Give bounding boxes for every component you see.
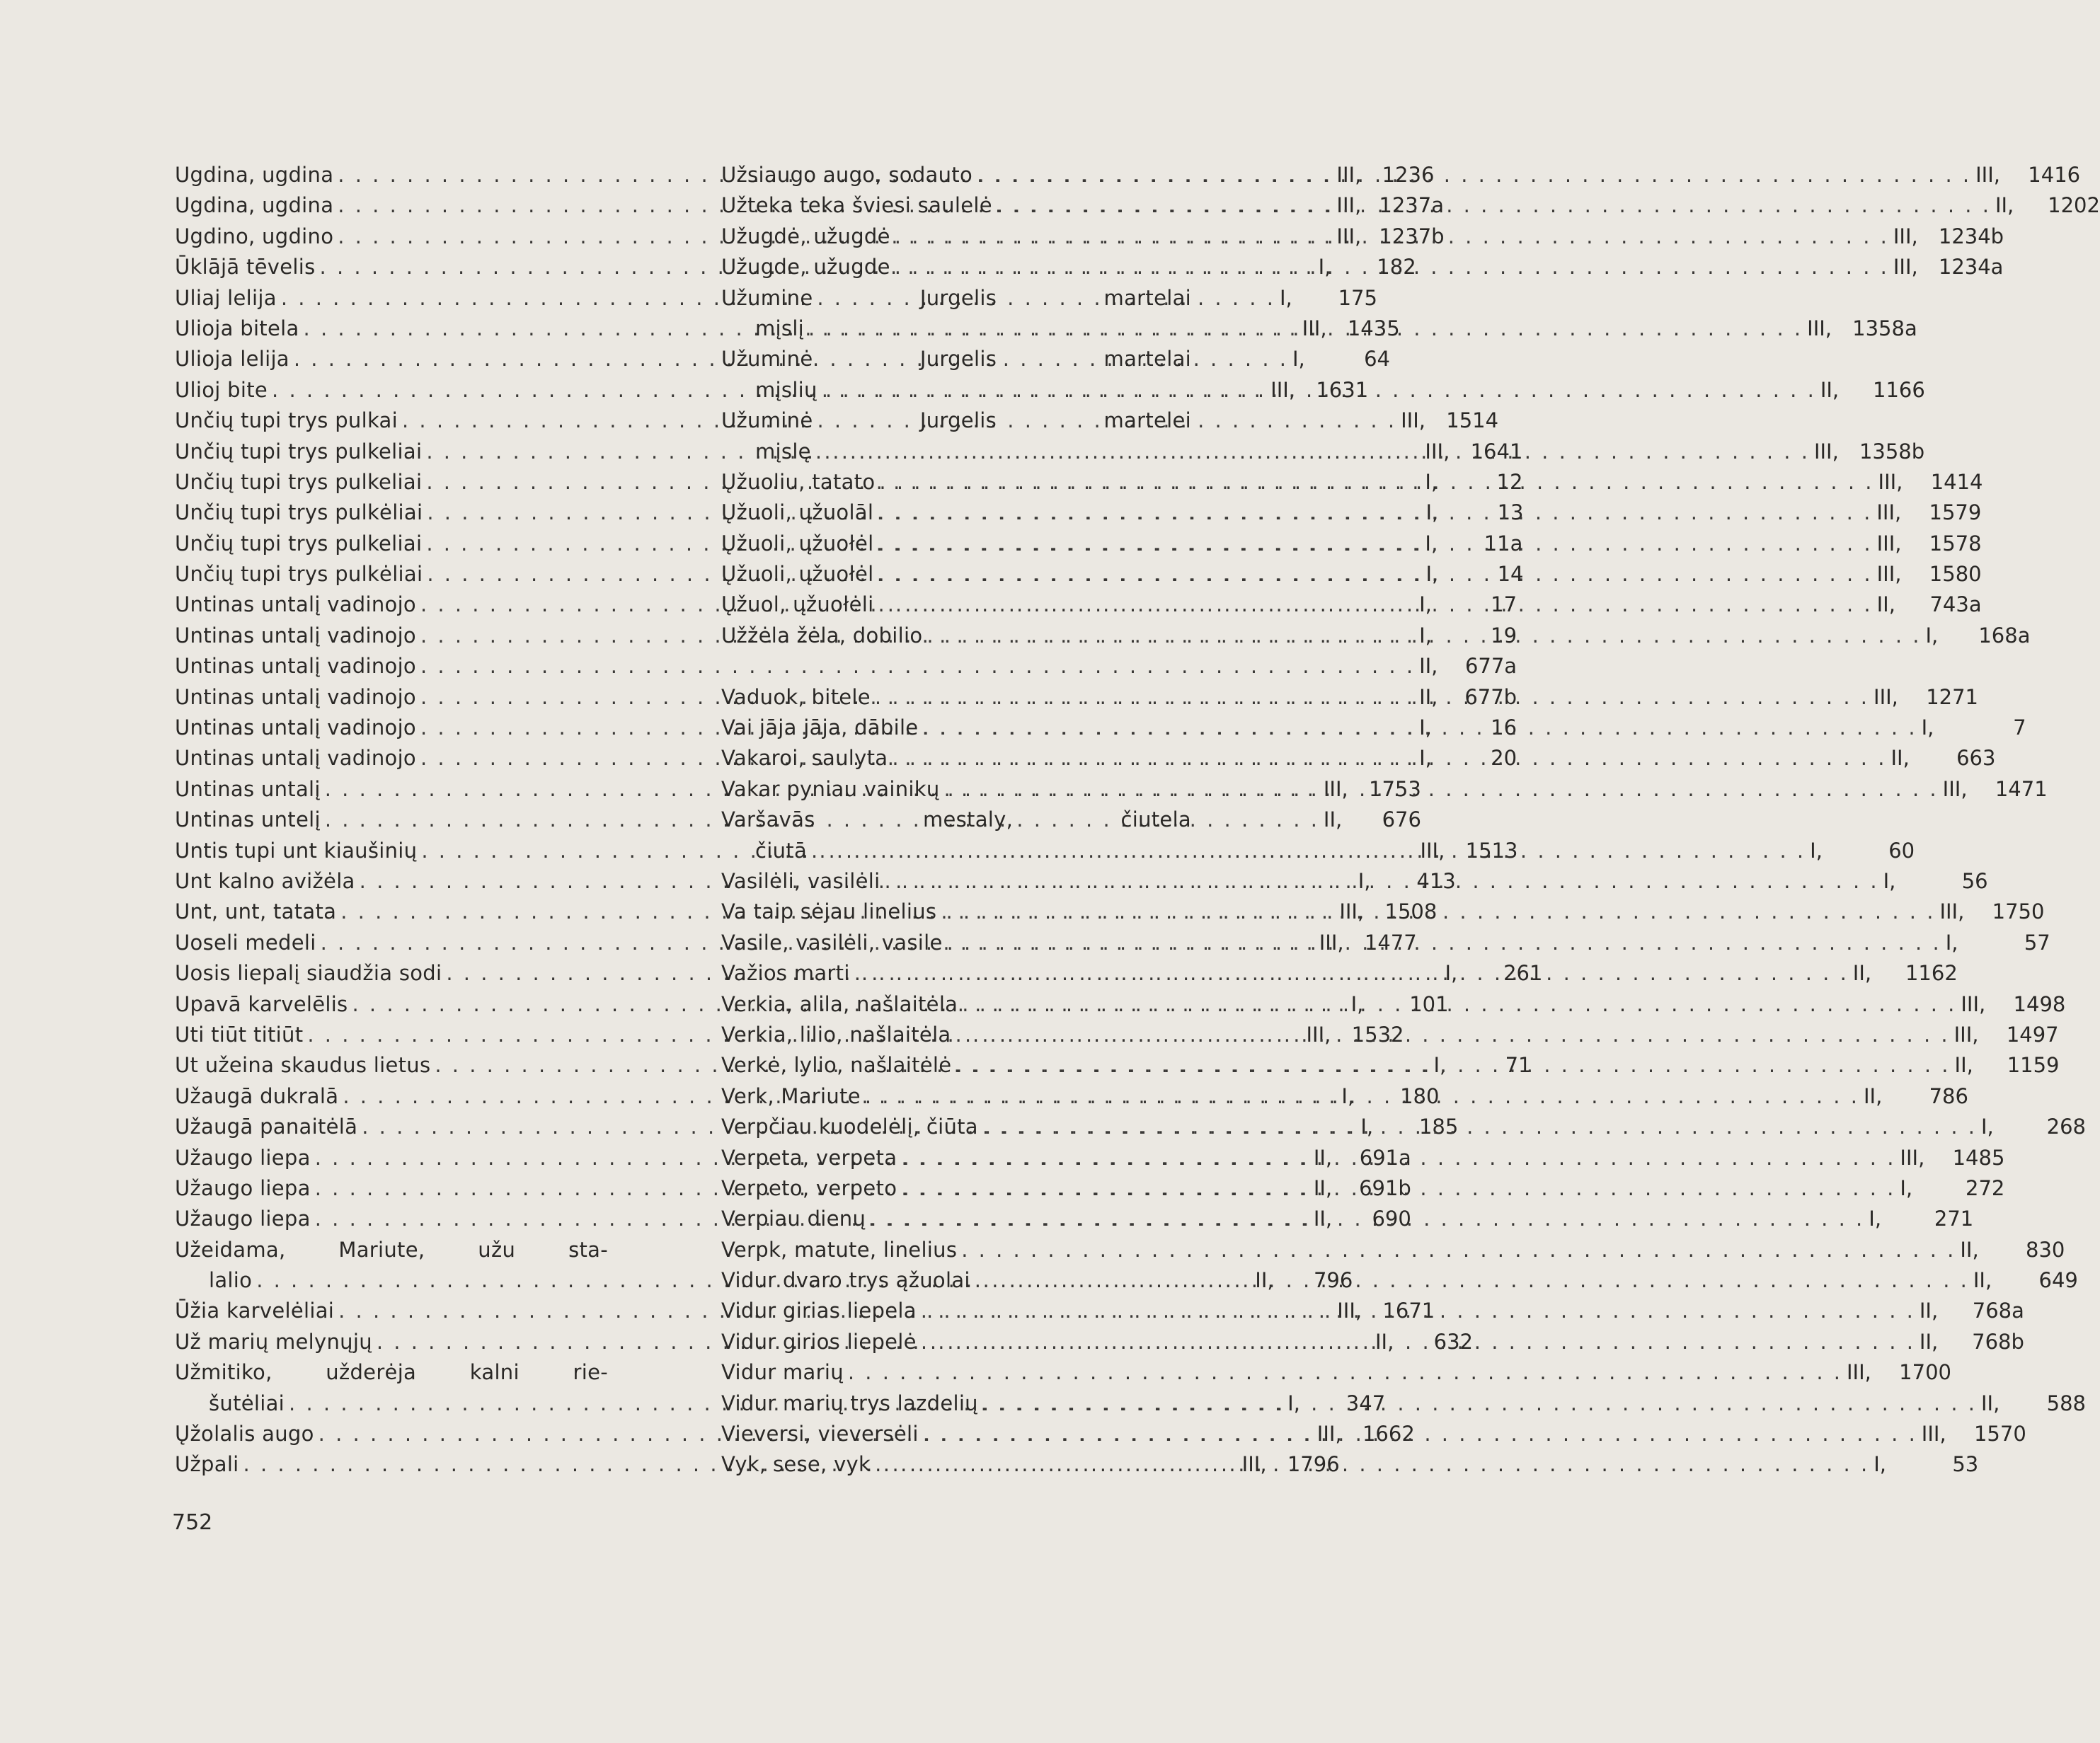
entry-title: Verpeto, verpeto [721,1175,897,1200]
entry-number: 101 [1409,991,1449,1016]
entry-title: Unčių tupi trys pulkeliai [175,469,423,494]
entry-number: 796 [1313,1268,1353,1293]
entry-volume: III, [1336,224,1362,248]
entry-title: Ut užeina skaudus lietus [175,1053,431,1078]
entry-number: 13 [1497,500,1524,525]
entry-number: 1532 [1351,1022,1404,1047]
entry-volume: II, [1973,1268,1992,1293]
entry-title: Ųžuoli, ųžuolāl [721,500,874,525]
dot-leader [951,1023,1954,1047]
entry-number: 1513 [1465,838,1518,863]
dot-leader [978,1391,1981,1415]
entry-number: 71 [1505,1053,1532,1078]
entry-volume: I, [1900,1175,1913,1200]
dot-leader [850,961,1853,985]
entry-title: Ulioja lelija [175,347,289,372]
entry-volume: II, [1313,1175,1333,1200]
entry-number: 16 [1491,715,1517,740]
entry-number: 1750 [1992,899,2045,924]
dot-leader [951,1053,1954,1077]
entry-volume: III, [1336,163,1362,187]
entry-title: Verpk, matute, linelius [721,1237,958,1262]
entry-volume: II, [1995,193,2014,218]
entry-title: Užaugo liepa [175,1175,311,1200]
entry-volume: I, [1445,961,1458,986]
dot-leader [958,992,1961,1016]
dot-leader [844,1360,1847,1384]
entry-volume: III, [1878,469,1903,494]
entry-number: 17 [1491,592,1517,617]
entry-title: Unt kalno avižėla [175,868,355,893]
entry-title: Užuminė Jurgelis martelai [721,347,1191,372]
entry-title: Untinas untalį vadinojo [175,623,416,648]
entry-volume: III, [1420,838,1445,863]
entry-title: Verpeta, verpeta [721,1145,897,1170]
entry-volume: II, [1919,1299,1939,1323]
entry-volume: I, [1981,1115,1994,1139]
entry-title: Ųžuoli, ųžuołėl [721,531,874,556]
entry-title: Užmitiko, užderėja kalni rie- [175,1360,608,1385]
dot-leader [817,378,1820,402]
entry-title: Ųžuoliu, tatato [721,469,876,494]
entry-volume: I, [1425,531,1438,556]
entry-title: Užaugo liepa [175,1207,311,1231]
dot-leader [918,715,1921,740]
entry-volume: I, [1874,1452,1886,1477]
entry-title: Untis tupi unt kiaušinių [175,838,418,863]
entry-volume: I, [1279,285,1292,310]
entry-volume: II, [1313,1207,1333,1231]
entry-volume: II, [1419,684,1438,709]
entry-title: Untinas untalį vadinojo [175,654,416,679]
entry-volume: II, [1890,746,1910,771]
entry-title: Vidur girias liepela [721,1299,917,1323]
entry-number: 677b [1464,684,1517,709]
dot-leader [871,1452,1874,1476]
dot-leader [978,1115,1981,1139]
index-entry [721,807,1191,838]
entry-title: Uoseli medeli [175,930,316,955]
entry-volume: III, [1876,531,1902,556]
entry-number: 1485 [1952,1145,2005,1170]
entry-number: 268 [2046,1115,2086,1139]
entry-title: Už marių melynųjų [175,1329,372,1354]
entry-number: 56 [1961,868,1988,893]
entry-volume: I, [1341,1083,1355,1108]
dot-leader [992,193,1995,217]
entry-title: Užteka teka šviesi saulelė [721,193,992,218]
entry-number: 1641 [1470,439,1523,464]
entry-number: 12 [1496,469,1523,494]
entry-volume: III, [1900,1145,1925,1170]
page-number: 752 [172,1510,213,1535]
entry-volume: III, [1961,991,1986,1016]
entry-number: 768b [1972,1329,2024,1354]
dot-leader [874,592,1877,616]
entry-volume: III, [1319,930,1344,955]
entry-number: 676 [1382,807,1421,832]
entry-volume: I, [1419,715,1432,740]
entry-title: Vakaroi, saulyta [721,746,888,771]
entry-number: 1514 [1446,408,1499,433]
entry-number: 19 [1491,623,1517,648]
dot-leader [807,839,1810,863]
dot-leader [874,531,1877,556]
entry-number: 691b [1359,1175,1411,1200]
entry-volume: I, [1287,1391,1300,1415]
dot-leader [917,1330,1920,1354]
entry-volume: III, [1939,899,1965,924]
entry-volume: III, [1893,224,1918,248]
entry-volume: II, [1863,1083,1883,1108]
entry-title: Vidur marių [721,1360,844,1385]
entry-title: Ųžolalis augo [175,1422,314,1446]
entry-title: Ulioja bitela [175,316,299,340]
entry-number: 1358b [1859,439,1925,464]
entry-title: Uti tiūt titiūt [175,1022,304,1047]
entry-number: 1416 [2028,163,2081,187]
dot-leader [871,685,1874,709]
entry-number: 1162 [1905,961,1958,986]
dot-leader [940,777,1943,801]
entry-title: Untinas untalį vadinojo [175,684,416,709]
index-entry [721,1237,2065,1268]
entry-title: šutėliai [209,1391,285,1415]
entry-volume: I, [1425,500,1439,525]
entry-number: 1471 [1995,776,2048,801]
entry-volume: I, [1433,1053,1447,1078]
entry-title: Užpali [175,1452,239,1477]
entry-title: Ulioj bite [175,377,268,402]
entry-volume: I, [1419,746,1432,771]
dot-leader [866,1207,1869,1231]
entry-volume: III, [1306,1022,1331,1047]
entry-number: 1796 [1287,1452,1340,1477]
entry-volume: III, [1874,684,1898,709]
entry-volume: I, [1292,347,1305,372]
entry-number: 271 [1934,1207,1974,1231]
entry-number: 182 [1377,255,1416,280]
entry-title: Unčių tupi trys pulkeliai [175,439,423,464]
entry-volume: III, [1813,439,1839,464]
dot-leader [873,500,1876,524]
dot-leader [972,163,1975,187]
dot-leader [936,899,1939,924]
entry-number: 347 [1346,1391,1386,1415]
entry-title: Vieversi, vieversėli [721,1422,919,1446]
entry-number: 1753 [1369,776,1421,801]
dot-leader [922,623,1925,648]
dot-leader [957,1238,1960,1262]
entry-number: 1271 [1926,684,1979,709]
entry-number: 1414 [1930,469,1983,494]
index-entry [721,286,1191,316]
entry-volume: II, [1419,654,1438,679]
entry-number: 1358a [1852,316,1917,340]
entry-volume: I, [1318,255,1331,280]
entry-volume: III, [1425,439,1450,464]
entry-title: Va taip sėjau linelius [721,899,937,924]
index-entry [175,1360,608,1391]
entry-title: Vasilėli, vasilėli [721,868,880,893]
entry-title: mįslę [755,439,811,464]
index-entry [721,1360,1951,1391]
entry-title: Vaduok, bitele [721,684,871,709]
entry-title: Ugdina, ugdina [175,163,334,187]
entry-title: Važios marti [721,961,850,986]
dot-leader [875,470,1878,494]
entry-number: 14 [1497,562,1524,587]
entry-number: 768a [1972,1299,2024,1323]
entry-title: Vyk, sese, vyk [721,1452,871,1477]
entry-volume: II, [1919,1329,1939,1354]
dot-leader [890,255,1893,279]
entry-title: Untinas untelį [175,807,321,832]
entry-volume: I, [1921,715,1934,740]
entry-number: 11a [1484,531,1523,556]
entry-number: 677a [1464,654,1517,679]
entry-number: 1237b [1379,224,1445,248]
entry-number: 1237a [1379,193,1444,218]
entry-volume: III, [1339,899,1365,924]
entry-number: 53 [1952,1452,1979,1477]
entry-title: Uosis liepalį siaudžia sodi [175,961,442,986]
entry-title: Untinas untalį [175,776,321,801]
entry-title: Verkia, lilio, našlaitėla [721,1022,951,1047]
entry-volume: III, [1270,377,1296,402]
entry-title: Verpiau dienų [721,1207,866,1231]
entry-title: mįslių [755,377,817,402]
entry-number: 20 [1491,746,1517,771]
dot-leader [880,869,1883,893]
index-gap [721,654,1191,684]
entry-number: 175 [1338,285,1377,310]
entry-title: čiutā [755,838,808,863]
entry-title: Verk, Mariute [721,1083,861,1108]
entry-title: Vakar pyniau vainikų [721,776,940,801]
entry-number: 261 [1503,961,1543,986]
entry-volume: III, [1337,1299,1362,1323]
entry-number: 7 [2013,715,2026,740]
entry-volume: II, [1960,1237,1979,1262]
entry-volume: III, [1846,1360,1871,1385]
entry-volume: II, [1375,1329,1394,1354]
dot-leader [970,1268,1973,1292]
index-entry [721,408,1191,439]
entry-title: Untinas untalį vadinojo [175,715,416,740]
dot-leader [804,316,1807,340]
index-entry [175,654,1517,684]
entry-number: 663 [1956,746,1996,771]
entry-volume: III, [1302,316,1327,340]
entry-title: Upavā karvelēlis [175,991,348,1016]
entry-title: Ugdino, ugdino [175,224,334,248]
dot-leader [861,1084,1864,1108]
entry-number: 1497 [2006,1022,2059,1047]
entry-number: 1477 [1364,930,1417,955]
entry-title: Užaugo liepa [175,1145,311,1170]
entry-number: 413 [1416,868,1456,893]
entry-title: Untinas untalį vadinojo [175,592,416,617]
entry-title: Užaugā dukralā [175,1083,339,1108]
entry-title: Ūklājā tēvelis [175,255,316,280]
entry-number: 1236 [1382,163,1435,187]
entry-title: Unčių tupi trys pulkėliai [175,500,423,525]
entry-title: Uliaj lelija [175,285,277,310]
dot-leader [897,1176,1900,1200]
entry-title: Ūžia karvelėliai [175,1299,335,1323]
entry-number: 632 [1433,1329,1473,1354]
dot-leader [811,439,1814,464]
index-entry [175,1238,608,1268]
entry-number: 1578 [1929,531,1982,556]
entry-number: 1631 [1316,377,1369,402]
entry-title: Užumine Jurgelis martelai [721,285,1191,310]
entry-volume: III, [1336,193,1362,218]
entry-volume: II, [1876,592,1895,617]
entry-number: 1662 [1362,1422,1415,1446]
entry-number: 1579 [1929,500,1982,525]
dot-leader [919,1422,1922,1446]
entry-title: Ųžuol, ųžuołėli [721,592,874,617]
entry-number: 57 [2024,930,2050,955]
entry-title: Vasile, vasilėli, vasile [721,930,943,955]
entry-number: 1435 [1347,316,1400,340]
entry-number: 743a [1929,592,1982,617]
entry-volume: II, [1980,1391,2000,1415]
entry-title: Vai jāja jāja, dābile [721,715,919,740]
entry-number: 64 [1364,347,1390,372]
entry-title: lalio [209,1268,253,1293]
entry-number: 830 [2026,1237,2065,1262]
entry-number: 1159 [2007,1053,2060,1078]
entry-number: 1202 [2048,193,2100,218]
entry-volume: I, [1945,930,1958,955]
entry-title: Vidur marių trys lazdelių [721,1391,978,1415]
entry-volume: II, [1255,1268,1274,1293]
entry-volume: II, [1313,1145,1333,1170]
entry-volume: III, [1893,255,1918,280]
entry-number: 1580 [1929,562,1982,587]
entry-title: Verkia, alila, našlaitėla [721,991,958,1016]
entry-volume: III, [1323,776,1348,801]
entry-volume: I, [1925,623,1939,648]
entry-volume: I, [1360,1115,1374,1139]
entry-number: 690 [1372,1207,1411,1231]
entry-volume: III, [1876,562,1902,587]
dot-leader [888,746,1890,770]
entry-title: Vidur dvaro trys ąžuolai [721,1268,970,1293]
entry-volume: I, [1419,623,1432,648]
entry-title: Užeidama, Mariute, užu sta- [175,1237,608,1262]
entry-volume: I, [1425,562,1439,587]
entry-volume: III, [1807,316,1832,340]
entry-title: mįslį [755,316,805,340]
entry-volume: III, [1401,408,1425,433]
entry-number: 180 [1400,1083,1440,1108]
dot-leader [917,1299,1920,1323]
entry-volume: I, [1425,469,1438,494]
entry-volume: II, [1323,807,1343,832]
entry-number: 1166 [1873,377,1925,402]
entry-volume: III, [1942,776,1968,801]
dot-leader [943,931,1946,955]
entry-title: Užuminė Jurgelis martelei [721,408,1191,433]
entry-volume: I, [1419,592,1432,617]
entry-number: 272 [1966,1175,2005,1200]
entry-title: Varšavās mestaly, čiutela [721,807,1191,832]
dot-leader [897,1146,1900,1170]
entry-title: Užugdė, užugdė [721,224,890,248]
entry-title: Unčių tupi trys pulkeliai [175,531,423,556]
entry-number: 1700 [1899,1360,1951,1385]
entry-number: 168a [1978,623,2031,648]
entry-title: Verpčiau kuodelėlį, čiūta [721,1115,978,1139]
entry-title: Užugde, užugde [721,255,890,280]
entry-volume: II, [1820,377,1840,402]
entry-number: 1234b [1938,224,2004,248]
entry-title: Užsiaugo augo, sodauto [721,163,972,187]
entry-volume: I, [1883,868,1896,893]
entry-title: Unt, unt, tatata [175,899,337,924]
entry-number: 1508 [1384,899,1438,924]
entry-title: Vidur girios liepelė [721,1329,917,1354]
entry-title: Ugdina, ugdina [175,193,334,218]
dot-leader [890,224,1893,248]
entry-number: 588 [2046,1391,2086,1415]
entry-volume: III, [1876,500,1902,525]
entry-number: 185 [1418,1115,1459,1139]
entry-number: 786 [1929,1083,1968,1108]
entry-title: Untinas untalį vadinojo [175,746,416,771]
entry-title: Unčių tupi trys pulkėliai [175,562,423,587]
entry-volume: III, [1921,1422,1946,1446]
entry-number: 649 [2038,1268,2078,1293]
dot-leader [874,562,1877,586]
entry-number: 691a [1359,1145,1411,1170]
index-entry [721,347,1191,377]
entry-volume: II, [1954,1053,1973,1078]
entry-title: Unčių tupi trys pulkai [175,408,398,433]
entry-volume: III, [1316,1422,1342,1446]
entry-number: 1671 [1382,1299,1435,1323]
entry-volume: I, [1358,868,1371,893]
entry-title: Užaugā panaitėlā [175,1115,358,1139]
entry-volume: III, [1241,1452,1267,1477]
entry-volume: I, [1350,991,1364,1016]
entry-volume: III, [1953,1022,1979,1047]
entry-volume: II, [1852,961,1872,986]
entry-volume: I, [1810,838,1823,863]
entry-title: Ųžuoli, ųžuołėl [721,562,874,587]
entry-number: 1498 [2013,991,2066,1016]
entry-number: 1570 [1973,1422,2026,1446]
entry-number: 60 [1888,838,1915,863]
entry-volume: III, [1975,163,2000,187]
entry-number: 1234a [1938,255,2004,280]
entry-volume: I, [1869,1207,1882,1231]
entry-title: Užžėla žėla, dobilio [721,623,923,648]
entry-title: Verkė, lylio, našlaitėlė [721,1053,952,1078]
